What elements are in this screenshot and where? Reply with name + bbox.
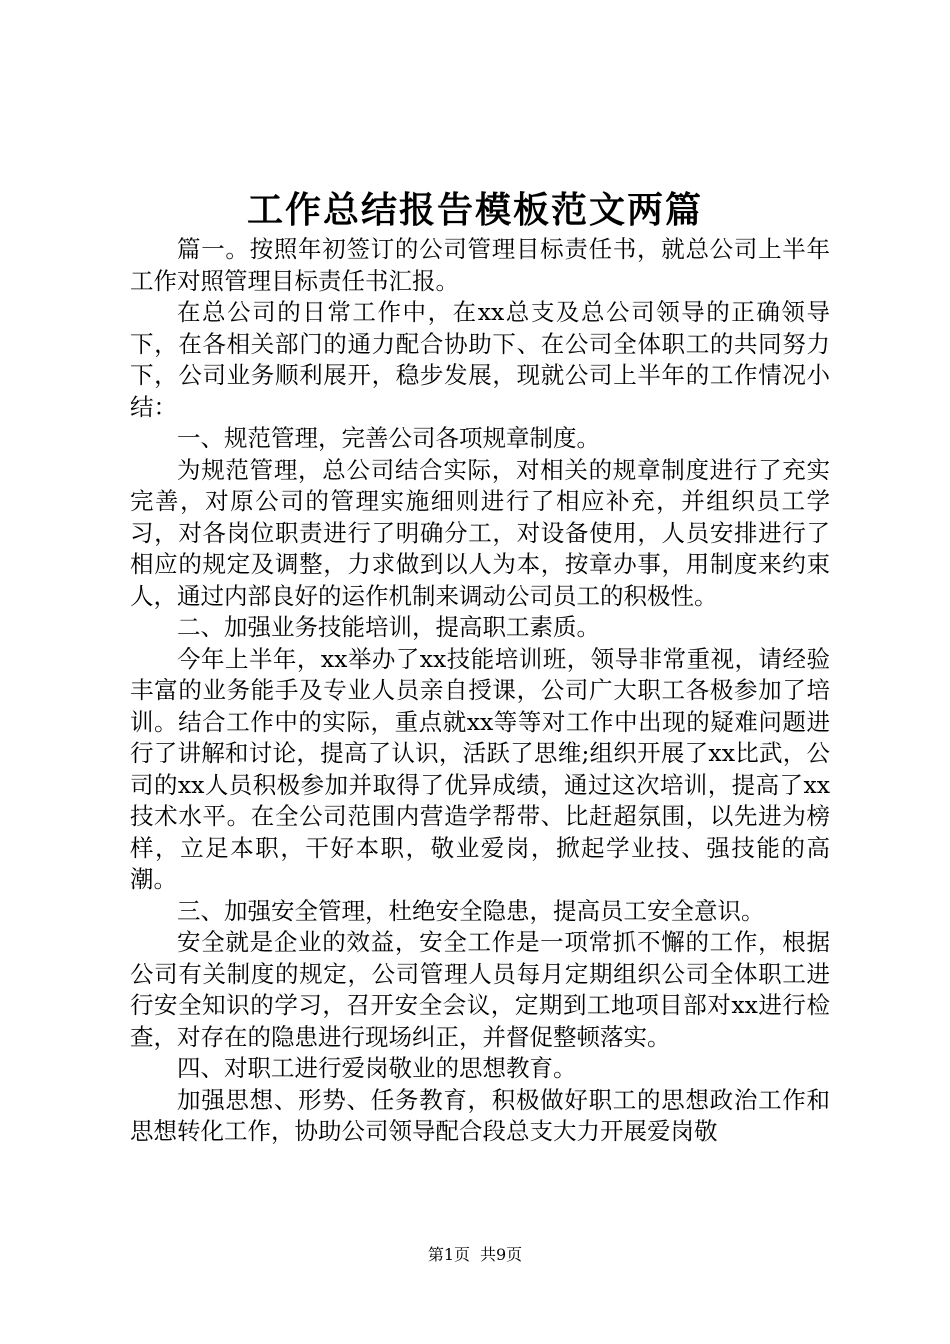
- section-heading: 四、对职工进行爱岗敬业的思想教育。: [177, 1054, 577, 1082]
- paragraph: 加强思想、形势、任务教育，积极做好职工的思想政治工作和思想转化工作，协助公司领导配合段总支大力开展爱岗敬: [130, 1085, 830, 1145]
- page-number: 第1页: [427, 1245, 470, 1264]
- paragraph: 为规范管理，总公司结合实际，对相关的规章制度进行了充实完善，对原公司的管理实施细则进行了相应补充，并组织员工学习，对各岗位职责进行了明确分工，对设备使用，人员安排进行了相应的规定及调整，力求做到以人为本，按章办事，用制度来约束人，通过内部良好的运作机制来调动公司员工的积极性。: [130, 455, 830, 610]
- paragraph: 今年上半年，xx举办了xx技能培训班，领导非常重视，请经验丰富的业务能手及专业人员亲自授课，公司广大职工各极参加了培训。结合工作中的实际，重点就xx等等对工作中出现的疑难问题进行了讲解和讨论，提高了认识，活跃了思维;组织开展了xx比武，公司的xx人员积极参加并取得了优异成绩，通过这次培训，提高了xx技术水平。在全公司范围内营造学帮带、比赶超氛围，以先进为榜样，立足本职，干好本职，敬业爱岗，掀起学业技、强技能的高潮。: [130, 644, 830, 893]
- document-body: [130, 234, 830, 1148]
- paragraph: 在总公司的日常工作中，在xx总支及总公司领导的正确领导下，在各相关部门的通力配合协助下、在公司全体职工的共同努力下，公司业务顺利展开，稳步发展，现就公司上半年的工作情况小结：: [130, 298, 830, 421]
- section-heading: 二、加强业务技能培训，提高职工素质。: [177, 613, 600, 641]
- paragraph: 篇一。按照年初签订的公司管理目标责任书，就总公司上半年工作对照管理目标责任书汇报。: [130, 235, 830, 295]
- section-heading: 一、规范管理，完善公司各项规章制度。: [177, 424, 600, 452]
- page-total: 共9页: [480, 1245, 523, 1264]
- page-footer: [0, 1245, 950, 1265]
- document-title: 工作总结报告模板范文两篇: [246, 189, 703, 231]
- paragraph: 安全就是企业的效益，安全工作是一项常抓不懈的工作，根据公司有关制度的规定，公司管理人员每月定期组织公司全体职工进行安全知识的学习，召开安全会议，定期到工地项目部对xx进行检查，对存在的隐患进行现场纠正，并督促整顿落实。: [130, 928, 830, 1051]
- section-heading: 三、加强安全管理，杜绝安全隐患，提高员工安全意识。: [177, 896, 765, 925]
